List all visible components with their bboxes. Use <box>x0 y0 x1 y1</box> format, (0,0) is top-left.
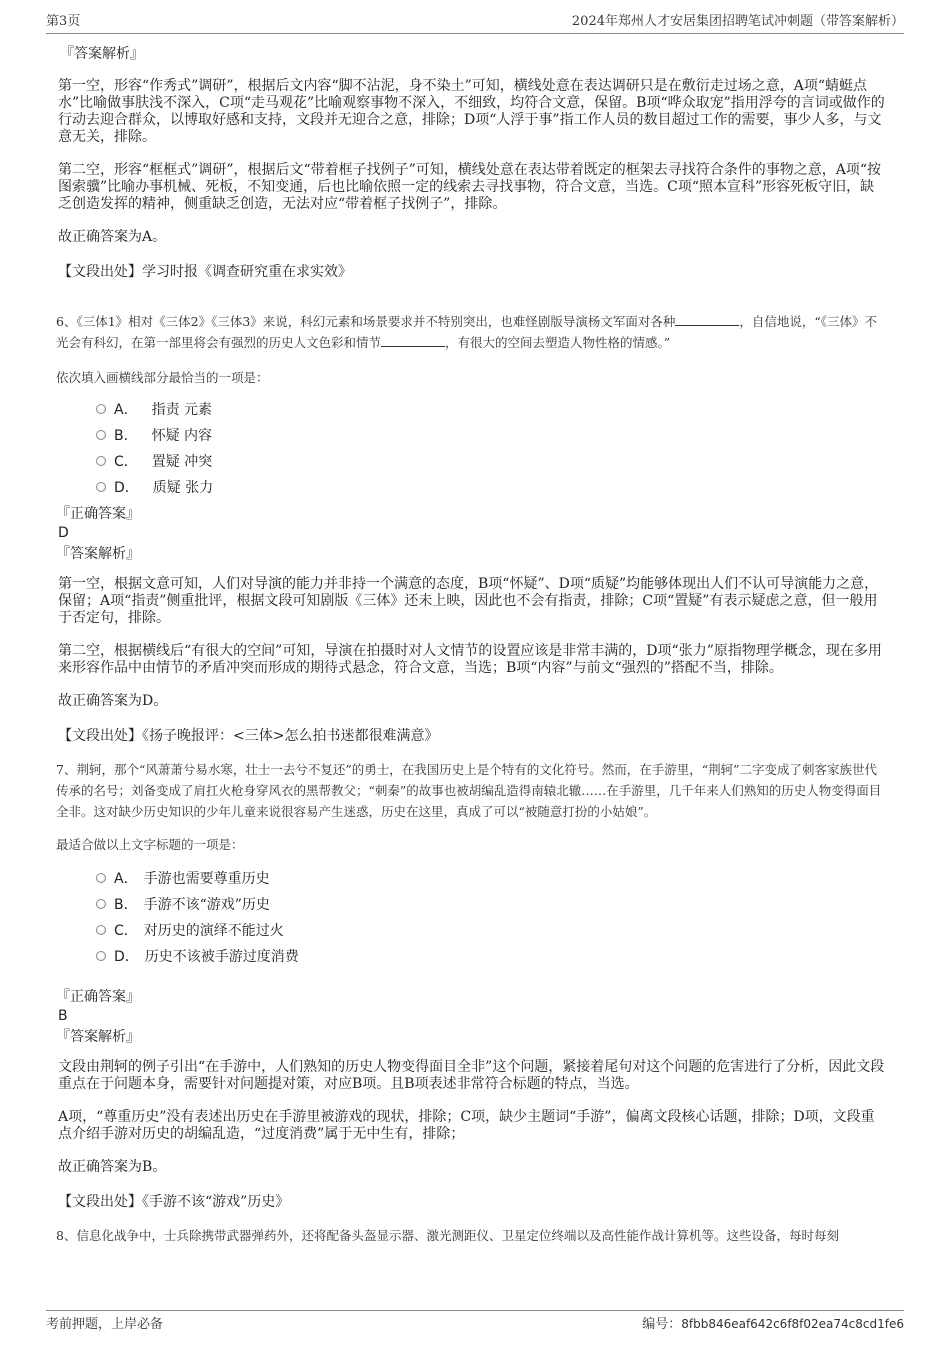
page-content <box>56 44 886 1246</box>
q6-correct-answer: D <box>58 525 69 541</box>
q5-conclusion: 故正确答案为A。 <box>58 229 167 245</box>
q6-prompt: 依次填入画横线部分最恰当的一项是： <box>56 370 269 385</box>
radio-icon[interactable] <box>96 925 106 935</box>
page-footer <box>46 1310 904 1332</box>
q6-option-d[interactable]: D． 质疑 张力 <box>96 474 886 500</box>
q6-conclusion: 故正确答案为D。 <box>58 693 168 709</box>
q6-analysis-para-1: 第一空，根据文意可知，人们对导演的能力并非持一个满意的态度，B项“怀疑”、D项“质疑”均能够体现出人们不认可导演能力之意，保留；A项“指责”侧重批评，根据文段可知剧版《三体》还未上映，因此也不会有指责，排除；C项“置疑”有表示疑虑之意，但一般用于否定句，排除。 <box>58 576 879 626</box>
q7-prompt: 最适合做以上文字标题的一项是： <box>56 837 244 852</box>
q6-option-b[interactable]: B． 怀疑 内容 <box>96 422 886 448</box>
radio-icon[interactable] <box>96 899 106 909</box>
q6-options <box>96 396 886 500</box>
q5-analysis-label: 『答案解析』 <box>60 46 144 62</box>
radio-icon[interactable] <box>96 951 106 961</box>
q6-analysis-para-2: 第二空，根据横线后“有很大的空间”可知，导演在拍摄时对人文情节的设置应该是非常丰满的，D项“张力”原指物理学概念，现在多用来形容作品中由情节的矛盾冲突而形成的期待式悬念，符合文意，当选；B项“内容”与前文“强烈的”搭配不当，排除。 <box>58 643 882 676</box>
footer-code: 编号：8fbb846eaf642c6f8f02ea74c8cd1fe6 <box>642 1317 904 1332</box>
q7-analysis-para-2: A项，“尊重历史”没有表述出历史在手游里被游戏的现状，排除；C项，缺少主题词“手游”，偏离文段核心话题，排除；D项，文段重点介绍手游对历史的胡编乱造，“过度消费”属于无中生有，排除； <box>58 1109 875 1142</box>
q8-stem: 8、信息化战争中，士兵除携带武器弹药外，还将配备头盔显示器、激光测距仪、卫星定位终端以及高性能作战计算机等。这些设备，每时每刻 <box>56 1228 839 1243</box>
q7-stem: 7、荆轲，那个“风萧萧兮易水寒，壮士一去兮不复还”的勇士，在我国历史上是个特有的文化符号。然而，在手游里，“荆轲”二字变成了刺客家族世代传承的名号；刘备变成了肩扛火枪身穿风衣的黑帮教父；“刺秦”的故事也被胡编乱造得南辕北辙……在手游里，几千年来人们熟知的历史人物变得面目全非。这对缺少历史知识的少年儿童来说很容易产生迷惑，历史在这里，真成了可以“被随意打扮的小姑娘”。 <box>56 762 882 819</box>
footer-slogan: 考前押题，上岸必备 <box>46 1317 164 1332</box>
page-header <box>46 10 904 34</box>
q7-options <box>96 865 886 969</box>
q7-option-b[interactable]: B． 手游不该“游戏”历史 <box>96 891 886 917</box>
q5-source: 【文段出处】学习时报《调查研究重在求实效》 <box>58 264 352 280</box>
radio-icon[interactable] <box>96 482 106 492</box>
document-title: 2024年郑州人才安居集团招聘笔试冲刺题（带答案解析） <box>571 14 904 29</box>
radio-icon[interactable] <box>96 456 106 466</box>
q7-option-d[interactable]: D． 历史不该被手游过度消费 <box>96 943 886 969</box>
q5-analysis-para-1: 第一空，形容“作秀式”调研”，根据后文内容“脚不沾泥，身不染土”可知，横线处意在表达调研只是在敷衍走过场之意，A项“蜻蜓点水”比喻做事肤浅不深入，C项“走马观花”比喻观察事物不深入，不细致，均符合文意，保留。B项“哗众取宠”指用浮夸的言词或做作的行动去迎合群众，以博取好感和支持，文段并无迎合之意，排除；D项“人浮于事”指工作人员的数目超过工作的需要，事少人多，与文意无关，排除。 <box>58 78 885 145</box>
q6-blank-1 <box>675 314 739 326</box>
q7-conclusion: 故正确答案为B。 <box>58 1159 167 1175</box>
q6-analysis-label: 『答案解析』 <box>56 546 140 562</box>
radio-icon[interactable] <box>96 430 106 440</box>
radio-icon[interactable] <box>96 404 106 414</box>
q7-option-a[interactable]: A． 手游也需要尊重历史 <box>96 865 886 891</box>
radio-icon[interactable] <box>96 873 106 883</box>
q7-analysis-para-1: 文段由荆轲的例子引出“在手游中，人们熟知的历史人物变得面目全非”这个问题，紧接着尾句对这个问题的危害进行了分析，因此文段重点在于问题本身，需要针对问题提对策，对应B项。且B项表述非常符合标题的特点，当选。 <box>58 1059 885 1092</box>
q7-correct-label: 『正确答案』 <box>56 989 140 1005</box>
q6-blank-2 <box>381 335 445 347</box>
q5-analysis-para-2: 第二空，形容“框框式”调研”，根据后文“带着框子找例子”可知，横线处意在表达带着既定的框架去寻找符合条件的事物之意，A项“按图索骥”比喻办事机械、死板，不知变通，后也比喻依照一定的线索去寻找事物，符合文意，当选。C项“照本宣科”形容死板守旧，缺乏创造发挥的精神，侧重缺乏创造，无法对应“带着框子找例子”，排除。 <box>58 162 882 212</box>
q6-correct-label: 『正确答案』 <box>56 506 140 522</box>
q7-option-c[interactable]: C． 对历史的演绎不能过火 <box>96 917 886 943</box>
q7-correct-answer: B <box>58 1008 68 1024</box>
q7-analysis-label: 『答案解析』 <box>56 1029 140 1045</box>
page-number: 第3页 <box>46 14 81 29</box>
q7-source: 【文段出处】《手游不该“游戏”历史》 <box>58 1194 290 1210</box>
q6-option-c[interactable]: C． 置疑 冲突 <box>96 448 886 474</box>
q6-option-a[interactable]: A． 指责 元素 <box>96 396 886 422</box>
q6-source: 【文段出处】《扬子晚报评：<三体>怎么拍书迷都很难满意》 <box>58 728 439 744</box>
q6-stem: 6、《三体1》相对《三体2》《三体3》来说，科幻元素和场景要求并不特别突出，也难怪剧版导演杨文军面对各种 ，自信地说，“《三体》不光会有科幻，在第一部里将会有强烈的历史人文色彩和情节 ，有很大的空间去塑造人物性格的情感。” <box>56 314 877 350</box>
